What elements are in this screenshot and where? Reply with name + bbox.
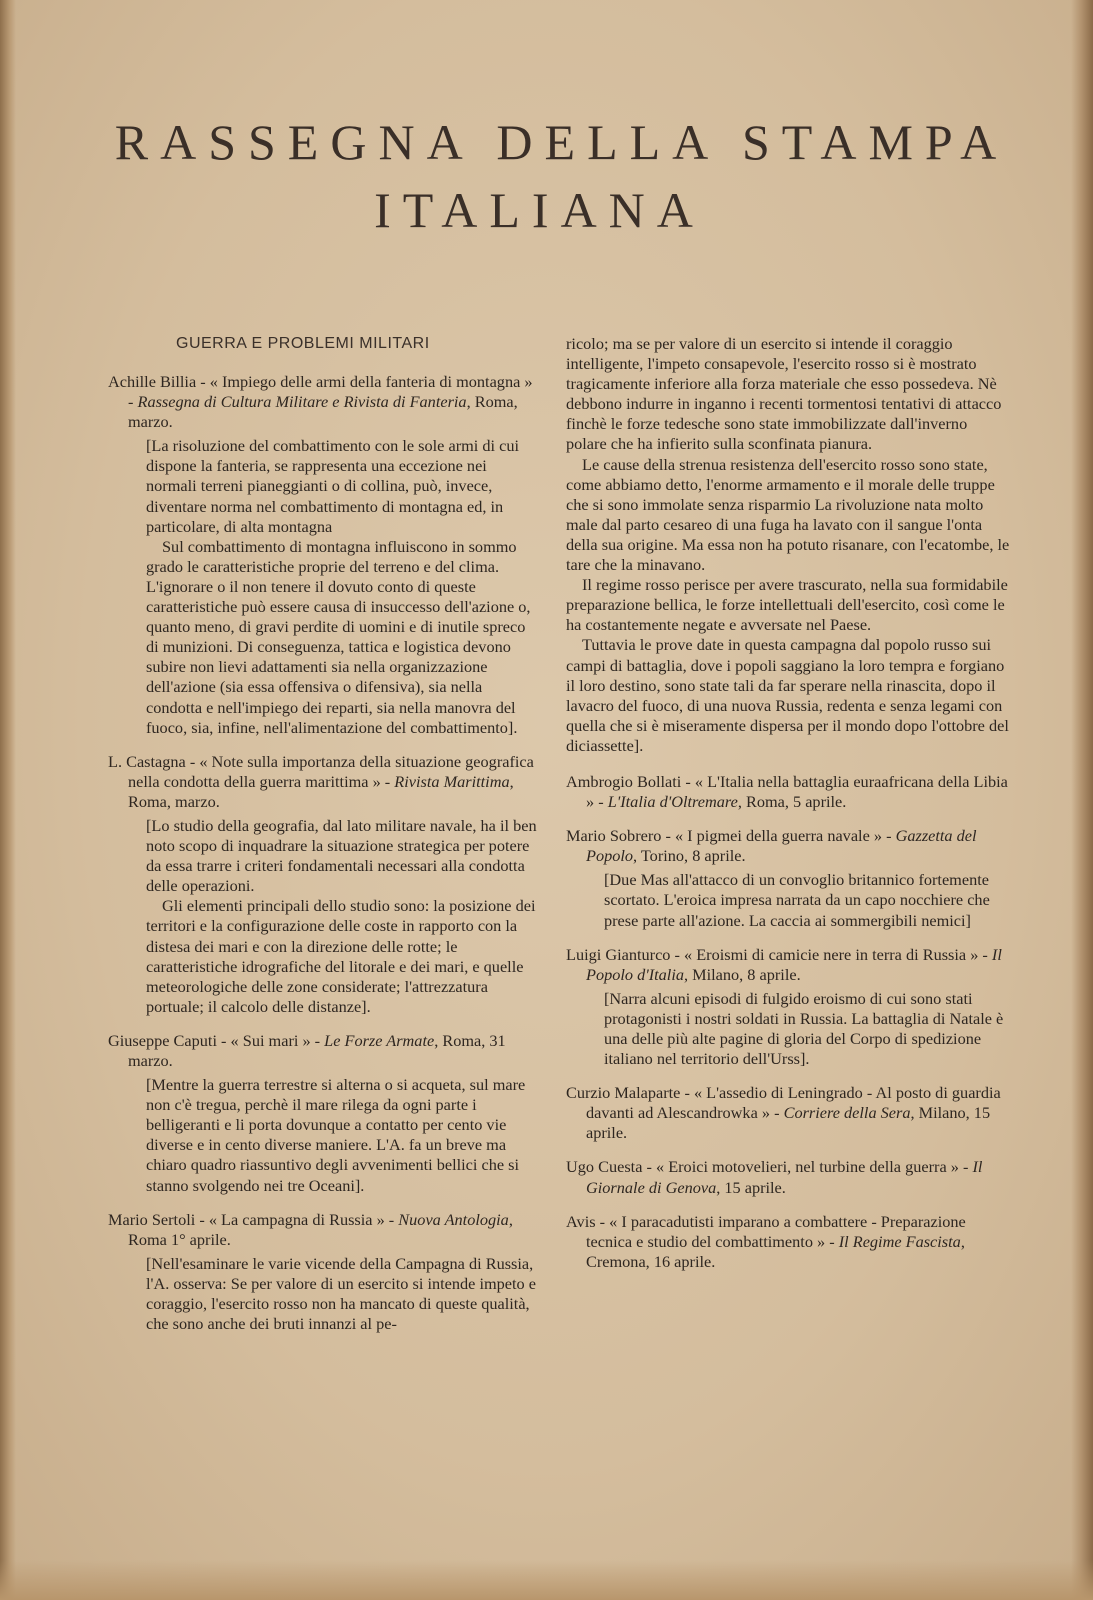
entry-summary xyxy=(604,870,1011,930)
citation: Mario Sobrero - « I pigmei della guerra navale » - Gazzetta del Popolo, Torino, 8 aprile. xyxy=(566,826,977,866)
press-entry xyxy=(566,1212,1011,1272)
source-publication: Il Regime Fascista xyxy=(838,1231,961,1251)
source-publication: Nuova Antologia xyxy=(398,1209,509,1229)
title-line-2: ITALIANA xyxy=(374,182,705,238)
author-name: Achille Billia xyxy=(108,372,197,391)
entry-summary xyxy=(604,989,1011,1069)
continuation-text xyxy=(566,334,1011,756)
press-entry xyxy=(108,752,540,1017)
source-publication: Rassegna di Cultura Militare e Rivista di Fanteria xyxy=(137,392,467,412)
summary-paragraph: [Narra alcuni episodi di fulgido eroismo di cui sono stati protagonisti i nostri soldati in Russia. La battaglia di Natale è una delle più alte pagine di gloria del Corpo di spedizione italiano nel territorio dell'Urss]. xyxy=(604,988,1004,1069)
title-line-1: RASSEGNA DELLA STAMPA xyxy=(114,114,1009,170)
citation: Luigi Gianturco - « Eroismi di camicie nere in terra di Russia » - Il Popolo d'Italia, Milano, 8 aprile. xyxy=(566,944,1002,984)
place-date: , Milano, 8 aprile. xyxy=(684,964,801,984)
summary-paragraph: [La risoluzione del combattimento con le sole armi di cui dispone la fanteria, se rappresenta una eccezione nei normali terreni pianeggianti o di collina, può, invece, diventare norma nel combattimento di montagna ed, in particolare, di alta montagna xyxy=(146,436,519,536)
place-date: , Roma, 31 marzo. xyxy=(128,1030,506,1070)
press-entry xyxy=(566,1083,1011,1143)
summary-paragraph: Sul combattimento di montagna influiscono in sommo grado le caratteristiche proprie del terreno e del clima. L'ignorare o il non tenere il dovuto conto di queste caratteristiche può essere causa di insuccesso dell'azione o, quanto meno, di gravi perdite di uomini e di inutile spreco di munizioni. Di conseguenza, tattica e logistica devono subire non lievi adattamenti sia nella organizzazione dell'azione (sia essa offensiva o difensiva), sia nella condotta e nell'impiego dei reparti, sia nella manovra del fuoco, sia, infine, nell'alimentazione del combattimento]. xyxy=(146,536,531,737)
article-title: « I paracadutisti imparano a combattere - Preparazione tecnica e studio del combattimento » xyxy=(586,1211,966,1251)
author-name: Avis xyxy=(566,1211,596,1231)
source-publication: Le Forze Armate xyxy=(324,1030,435,1050)
author-name: Curzio Malaparte xyxy=(566,1083,681,1103)
author-name: Mario Sobrero xyxy=(566,826,662,846)
summary-paragraph: [Due Mas all'attacco di un convoglio britannico fortemente scortato. L'eroica impresa narrata da un capo nocchiere che prese parte all'azione. La caccia ai sommergibili nemici] xyxy=(604,870,990,930)
press-entry xyxy=(108,1031,540,1196)
citation: L. Castagna - « Note sulla importanza della situazione geografica nella condotta della guerra marittima » - Rivista Marittima, Roma, marzo. xyxy=(108,751,534,811)
citation: Giuseppe Caputi - « Sui mari » - Le Forze Armate, Roma, 31 marzo. xyxy=(108,1030,506,1070)
place-date: , Roma 1° aprile. xyxy=(128,1209,513,1249)
press-entry xyxy=(108,372,540,738)
author-name: Ambrogio Bollati xyxy=(566,771,682,791)
citation: Ugo Cuesta - « Eroici motovelieri, nel turbine della guerra » - Il Giornale di Genova, 15 aprile. xyxy=(566,1157,983,1197)
summary-paragraph: [Mentre la guerra terrestre si alterna o si acqueta, sul mare non c'è tregua, perchè il mare rilega da ogni parte i belligeranti e li porta dovunque a contatto per cento vie diverse e in cento diverse maniere. L'A. fa un breve ma chiaro quadro riassuntivo degli avvenimenti bellici che si stanno svolgendo nei tre Oceani]. xyxy=(146,1075,526,1195)
place-date: , Roma, marzo. xyxy=(128,771,514,811)
article-title: « Eroismi di camicie nere in terra di Russia » xyxy=(684,944,979,964)
summary-paragraph: [Nell'esaminare le varie vicende della Campagna di Russia, l'A. osserva: Se per valore di un esercito si intende impeto e coraggio, l'esercito rosso non ha mancato di queste qualità, che sono anche dei bruti innanzi al pe- xyxy=(146,1253,536,1334)
author-name: L. Castagna xyxy=(108,751,186,771)
citation: Curzio Malaparte - « L'assedio di Leningrado - Al posto di guardia davanti ad Alescandrowka » - Corriere della Sera, Milano, 15 aprile. xyxy=(566,1083,1001,1143)
place-date: , Roma, marzo. xyxy=(128,392,518,432)
place-date: , Milano, 15 aprile. xyxy=(586,1103,991,1143)
press-entry xyxy=(566,1157,1011,1197)
article-title: « Impiego delle armi della fanteria di montagna » xyxy=(209,372,533,391)
continuation-paragraph: Il regime rosso perisce per avere trascurato, nella sua formidabile preparazione bellica, le forze intellettuali dell'esercito, così come le ha costantemente negate e avversate nel Paese. xyxy=(566,575,1008,635)
article-title: « La campagna di Russia » xyxy=(208,1209,385,1229)
right-entries xyxy=(566,772,1011,1272)
continuation-paragraph: Le cause della strenua resistenza dell'esercito rosso sono state, come abbiamo detto, l'enorme armamento e il morale delle truppe che si sono immolate senza risparmio La rivoluzione nata molto male dal parto cesareo di una fuga ha lavato con il sangue l'onta della sua origine. Ma essa non ha potuto risanare, con l'ecatombe, le tare che la minavano. xyxy=(566,454,1010,575)
press-entry xyxy=(566,826,1011,930)
section-heading: GUERRA E PROBLEMI MILITARI xyxy=(176,335,430,352)
summary-paragraph: Gli elementi principali dello studio sono: la posizione dei territori e la configurazione delle coste in rapporto con la distesa dei mari e con la direzione delle rotte; le caratteristiche idrografiche del litorale e dei mari, e quelle meteorologiche delle zone considerate; l'attrezzatura portuale; il calcolo delle distanze]. xyxy=(146,896,536,1016)
page-title xyxy=(0,108,1093,244)
source-publication: Corriere della Sera xyxy=(783,1103,911,1123)
entry-summary xyxy=(146,1254,540,1334)
citation: Avis - « I paracadutisti imparano a combattere - Preparazione tecnica e studio del combattimento » - Il Regime Fascista, Cremona, 16 aprile. xyxy=(566,1211,966,1271)
place-date: , Torino, 8 aprile. xyxy=(633,846,746,866)
author-name: Ugo Cuesta xyxy=(566,1157,643,1177)
article-title: « Note sulla importanza della situazione geografica nella condotta della guerra marittima » xyxy=(128,751,534,791)
author-name: Mario Sertoli xyxy=(108,1209,196,1229)
entry-summary xyxy=(146,1075,540,1196)
article-title: « L'assedio di Leningrado - Al posto di guardia davanti ad Alescandrowka » xyxy=(586,1083,1001,1123)
article-title: « I pigmei della guerra navale » xyxy=(674,826,883,846)
left-entries xyxy=(108,372,540,1334)
right-column xyxy=(566,334,1011,1286)
summary-paragraph: [Lo studio della geografia, dal lato militare navale, ha il ben noto scopo di inquadrare la situazione strategica per potere da essa trarre i criteri fondamentali necessari alla condotta delle operazioni. xyxy=(146,815,537,896)
article-title: « Eroici motovelieri, nel turbine della guerra » xyxy=(655,1157,959,1177)
press-entry xyxy=(566,945,1011,1070)
continuation-paragraph: ricolo; ma se per valore di un esercito si intende il coraggio intelligente, l'impeto consapevole, l'esercito rosso si è mostrato tragicamente inferiore alla forza materiale che esso possedeva. Nè debbono indurre in inganno i recenti tormentosi tentativi di attacco finchè le forze tedesche sono state immobilizzate dall'inverno polare che ha infierito sulla sconfinata pianura. xyxy=(566,334,1002,454)
author-name: Luigi Gianturco xyxy=(566,944,671,964)
entry-summary xyxy=(146,436,540,737)
citation: Achille Billia - « Impiego delle armi della fanteria di montagna » - Rassegna di Cultura Militare e Rivista di Fanteria, Roma, marzo. xyxy=(108,372,533,432)
author-name: Giuseppe Caputi xyxy=(108,1030,217,1050)
left-column xyxy=(108,334,540,1348)
source-publication: Il Popolo d'Italia xyxy=(586,944,1002,984)
continuation-paragraph: Tuttavia le prove date in questa campagna dal popolo russo sui campi di battaglia, dove i popoli saggiano la loro tempra e forgiano il loro destino, sono state tali da far sperare nella rinascita, dopo il lavacro del fuoco, di una nuova Russia, redenta e senza legami con quella che si è miseramente dispersa per il mondo dopo l'ottobre del diciassette]. xyxy=(566,635,1009,755)
press-entry xyxy=(108,1210,540,1335)
article-title: « L'Italia nella battaglia euraafricana della Libia » xyxy=(586,771,1008,812)
source-publication: Rivista Marittima xyxy=(394,771,510,791)
source-publication: Gazzetta del Popolo xyxy=(586,826,977,866)
place-date: , Cremona, 16 aprile. xyxy=(586,1231,965,1271)
page-bottom-edge xyxy=(0,1560,1093,1600)
citation: Mario Sertoli - « La campagna di Russia » - Nuova Antologia, Roma 1° aprile. xyxy=(108,1209,513,1249)
press-entry xyxy=(566,772,1011,812)
article-title: « Sui mari » xyxy=(230,1030,311,1050)
place-date: , Roma, 5 aprile. xyxy=(737,792,847,812)
place-date: , 15 aprile. xyxy=(716,1177,786,1197)
entry-summary xyxy=(146,816,540,1017)
source-publication: Il Giornale di Genova xyxy=(586,1157,983,1197)
citation: Ambrogio Bollati - « L'Italia nella battaglia euraafricana della Libia » - L'Italia d'Oltremare, Roma, 5 aprile. xyxy=(566,771,1008,812)
source-publication: L'Italia d'Oltremare xyxy=(607,792,738,812)
